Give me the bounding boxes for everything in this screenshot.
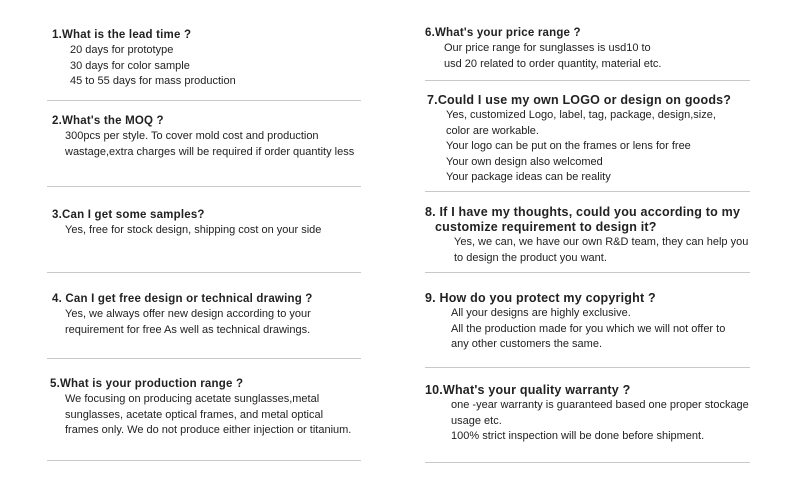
divider: [425, 367, 750, 368]
faq-question: 10.What's your quality warranty ?: [425, 383, 631, 397]
faq-answer-line: sunglasses, acetate optical frames, and metal optical: [65, 408, 324, 421]
faq-answer-line: All the production made for you which we will not offer to: [451, 322, 726, 335]
faq-answer-line: one -year warranty is guaranteed based one proper stockage: [451, 399, 749, 411]
divider: [47, 100, 361, 101]
faq-answer-line: Yes, free for stock design, shipping cost on your side: [65, 224, 322, 236]
divider: [47, 460, 361, 461]
faq-answer-line: Yes, we can, we have our own R&D team, they can help you: [454, 236, 749, 248]
faq-answer-line: 30 days for color sample: [70, 59, 190, 72]
faq-item-3: [52, 208, 321, 239]
faq-item-2: [52, 114, 354, 160]
faq-answer-line: requirement for free As well as technical drawings.: [65, 323, 311, 336]
faq-question: 4. Can I get free design or technical drawing ?: [52, 293, 313, 305]
faq-question: 5.What is your production range ?: [50, 378, 244, 390]
faq-answer-line: frames only. We do not produce either injection or titanium.: [65, 424, 352, 436]
faq-answer-line: 20 days for prototype: [70, 44, 174, 56]
faq-answer-line: 300pcs per style. To cover mold cost and production: [65, 130, 319, 142]
faq-question: 1.What is the lead time ?: [52, 29, 192, 41]
faq-question: 6.What's your price range ?: [425, 27, 581, 39]
faq-item-7: [427, 93, 731, 186]
faq-item-6: [425, 26, 661, 72]
faq-item-4: [52, 292, 313, 338]
faq-answer-line: any other customers the same.: [451, 338, 603, 350]
faq-question: 7.Could I use my own LOGO or design on goods?: [427, 93, 732, 107]
faq-item-5: [50, 377, 351, 439]
faq-answer-line: Your package ideas can be reality: [446, 171, 611, 183]
faq-question: 9. How do you protect my copyright ?: [425, 291, 656, 305]
faq-answer-line: 100% strict inspection will be done before shipment.: [451, 430, 705, 442]
divider: [425, 272, 750, 273]
faq-answer-line: All your designs are highly exclusive.: [451, 307, 631, 319]
faq-answer-line: Our price range for sunglasses is usd10 to: [444, 42, 651, 54]
divider: [47, 186, 361, 187]
faq-answer-line: to design the product you want.: [454, 251, 607, 264]
faq-item-8: [425, 205, 748, 266]
faq-question: 2.What's the MOQ ?: [52, 115, 164, 127]
divider: [425, 191, 750, 192]
faq-answer-line: color are workable.: [446, 124, 539, 137]
faq-item-9: [425, 291, 725, 353]
faq-answer-line: Yes, customized Logo, label, tag, package, design,size,: [446, 109, 716, 121]
faq-answer-line: 45 to 55 days for mass production: [70, 75, 236, 87]
faq-answer-line: usd 20 related to order quantity, material etc.: [444, 57, 662, 70]
faq-answer-line: We focusing on producing acetate sunglasses,metal: [65, 393, 320, 405]
faq-answer-line: wastage,extra charges will be required if order quantity less: [65, 145, 355, 158]
divider: [425, 462, 750, 463]
divider: [47, 358, 361, 359]
faq-question: customize requirement to design it?: [435, 220, 657, 234]
faq-answer-line: Your logo can be put on the frames or lens for free: [446, 140, 691, 152]
faq-item-10: [425, 383, 749, 445]
divider: [425, 80, 750, 81]
faq-question: 3.Can I get some samples?: [52, 209, 205, 221]
faq-answer-line: Yes, we always offer new design according to your: [65, 308, 311, 320]
faq-answer-line: usage etc.: [451, 414, 502, 427]
divider: [47, 272, 361, 273]
faq-answer-line: Your own design also welcomed: [446, 155, 603, 168]
faq-item-1: [52, 28, 236, 90]
faq-question: 8. If I have my thoughts, could you according to my: [425, 205, 741, 219]
